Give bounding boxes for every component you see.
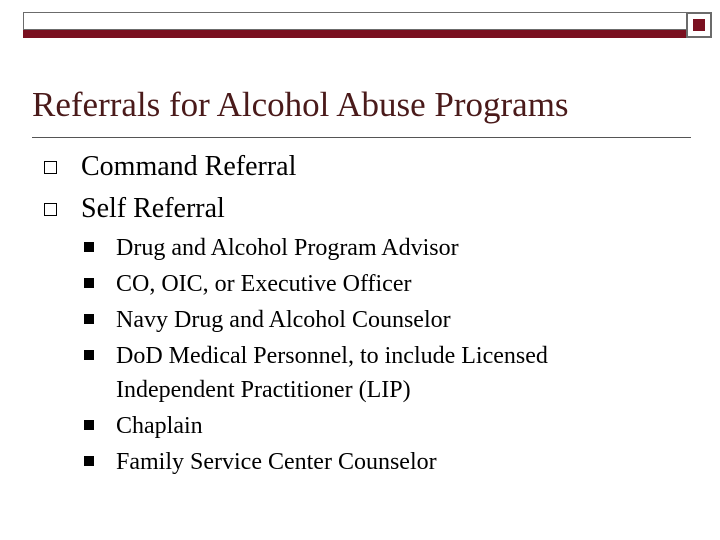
filled-square-bullet-icon [84, 350, 94, 360]
filled-square-bullet-icon [84, 278, 94, 288]
hollow-square-bullet-icon [44, 203, 57, 216]
bullet-item-command-referral [44, 150, 684, 184]
filled-square-bullet-icon [84, 314, 94, 324]
slide-title: Referrals for Alcohol Abuse Programs [32, 85, 569, 124]
sub-bullet-text: CO, OIC, or Executive Officer [116, 271, 412, 297]
header-band-fill [23, 30, 687, 38]
bullet-text: Command Referral [81, 151, 297, 182]
hollow-square-bullet-icon [44, 161, 57, 174]
filled-square-bullet-icon [84, 456, 94, 466]
filled-square-bullet-icon [84, 420, 94, 430]
bullet-item-self-referral [44, 192, 684, 226]
sub-bullet-text: DoD Medical Personnel, to include Licensed [116, 343, 548, 369]
sub-bullet-text: Independent Practitioner (LIP) [116, 377, 411, 403]
filled-square-bullet-icon [84, 242, 94, 252]
sub-bullet-text: Chaplain [116, 413, 203, 439]
title-divider [32, 137, 691, 138]
bullet-text: Self Referral [81, 193, 225, 224]
sub-bullet-text: Navy Drug and Alcohol Counselor [116, 307, 451, 333]
corner-square-icon [686, 12, 712, 38]
header-band-outline [23, 12, 687, 30]
sub-bullet-text: Family Service Center Counselor [116, 449, 437, 475]
sub-bullet-text: Drug and Alcohol Program Advisor [116, 235, 459, 261]
